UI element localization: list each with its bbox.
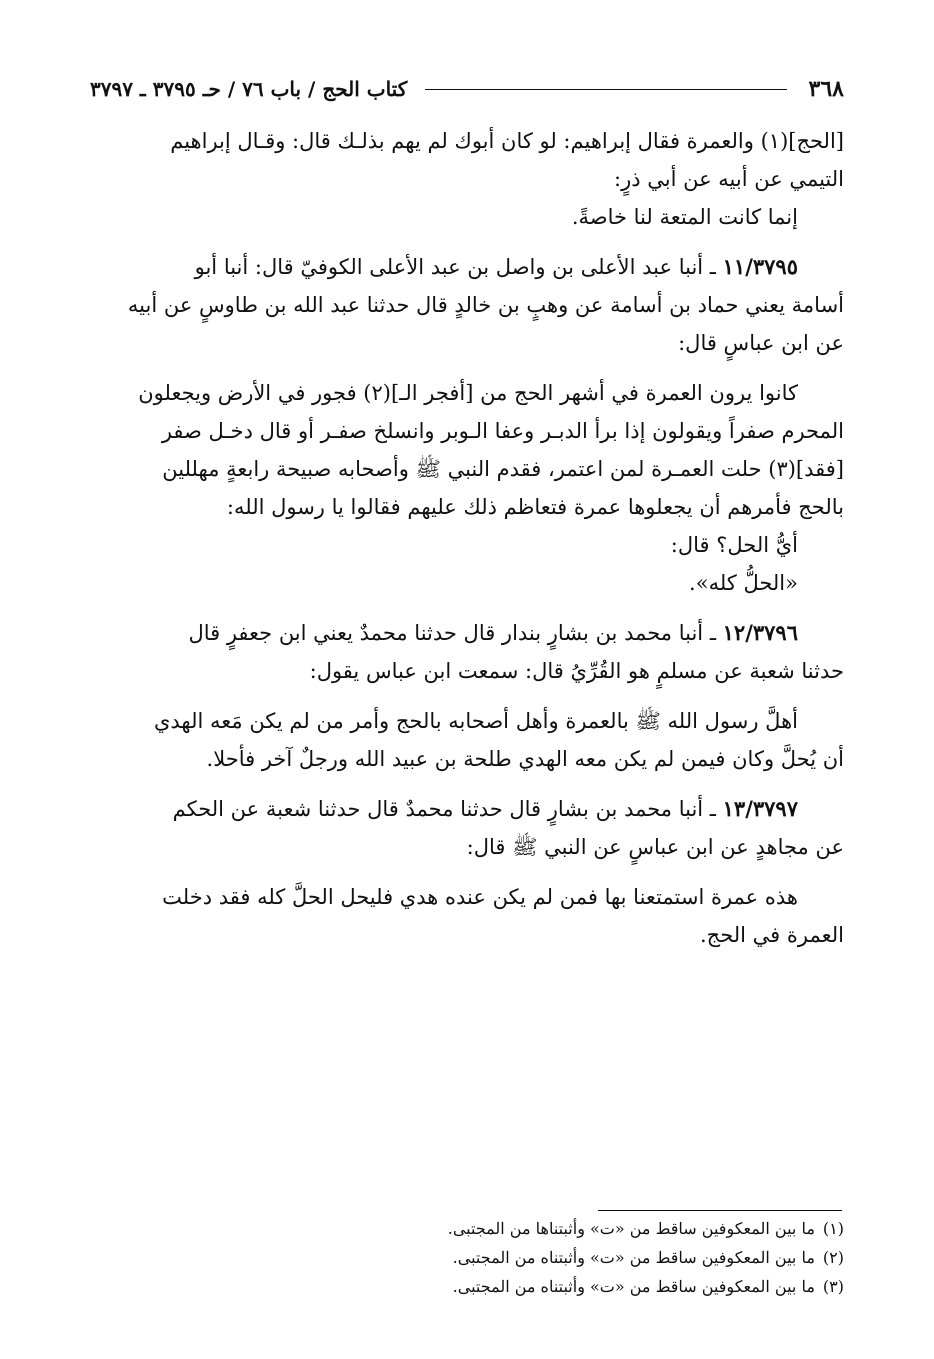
line-text: كانوا يرون العمرة في أشهر الحج من [أفجر الـ](٢) فجور في الأرض ويجعلون: [138, 381, 798, 405]
line-text: أسامة يعني حماد بن أسامة عن وهبٍ بن خالدٍ قال حدثنا عبد الله بن طاوسٍ عن أبيه: [127, 293, 844, 317]
running-header: [90, 72, 844, 106]
text-line: [90, 198, 844, 236]
text-line: [90, 488, 844, 526]
line-text: التيمي عن أبيه عن أبي ذرٍ:: [614, 167, 844, 191]
text-line: [90, 564, 844, 602]
footnote-text: ما بين المعكوفين ساقط من «ت» وأثبتناه من المجتبى.: [452, 1248, 815, 1267]
line-text: ـ أنبا محمد بن بشارٍ قال حدثنا محمدٌ قال حدثنا شعبة عن الحكم: [172, 797, 723, 821]
line-text: «الحلُّ كله».: [689, 571, 798, 595]
footnote-number: (٢): [822, 1248, 844, 1267]
line-text: حدثنا شعبة عن مسلمٍ هو القُرِّيُ قال: سمعت ابن عباس يقول:: [309, 659, 844, 683]
text-line: [90, 324, 844, 362]
hadith-number: ١٣/٣٧٩٧: [722, 796, 798, 821]
text-line: [90, 412, 844, 450]
main-text: [90, 122, 844, 954]
line-text: هذه عمرة استمتعنا بها فمن لم يكن عنده هدي فليحل الحلَّ كله فقد دخلت: [162, 885, 798, 909]
line-text: [فقد](٣) حلت العمـرة لمن اعتمر، فقدم النبي ﷺ وأصحابه صبيحة رابعةٍ مهللين: [162, 457, 844, 481]
text-line: [90, 374, 844, 412]
paragraph-gap: [90, 690, 844, 702]
line-text: عن ابن عباسٍ قال:: [678, 331, 844, 355]
footnote-text: ما بين المعكوفين ساقط من «ت» وأثبتناها من المجتبى.: [447, 1219, 815, 1238]
text-line: [90, 652, 844, 690]
line-text: أيُّ الحل؟ قال:: [670, 533, 798, 557]
text-line: [90, 828, 844, 866]
footnote: [90, 1214, 844, 1243]
hadith-number: ١٢/٣٧٩٦: [722, 620, 798, 645]
text-line: [90, 248, 844, 286]
line-text: إنما كانت المتعة لنا خاصةً.: [571, 205, 798, 229]
footnote-separator: [598, 1210, 842, 1211]
paragraph-gap: [90, 362, 844, 374]
header-title: كتاب الحج / باب ٧٦ / حـ ٣٧٩٥ ـ ٣٧٩٧: [90, 77, 408, 101]
text-line: [90, 878, 844, 916]
paragraph-gap: [90, 602, 844, 614]
line-text: ـ أنبا محمد بن بشارٍ بندار قال حدثنا محمدٌ يعني ابن جعفرٍ قال: [188, 621, 723, 645]
line-text: العمرة في الحج.: [699, 923, 844, 947]
footnotes: [90, 1214, 844, 1301]
line-text: أن يُحلَّ وكان فيمن لم يكن معه الهدي طلحة بن عبيد الله ورجلٌ آخر فأحلا.: [206, 747, 844, 771]
footnote: [90, 1272, 844, 1301]
line-text: ـ أنبا عبد الأعلى بن واصل بن عبد الأعلى الكوفيّ قال: أنبا أبو: [194, 255, 723, 279]
footnote-number: (٣): [822, 1277, 844, 1296]
text-line: [90, 526, 844, 564]
line-text: [الحج](١) والعمرة فقال إبراهيم: لو كان أبوك لم يهم بذلـك قال: وقـال إبراهيم: [170, 129, 844, 153]
text-line: [90, 702, 844, 740]
paragraph-gap: [90, 778, 844, 790]
text-line: [90, 740, 844, 778]
text-line: [90, 122, 844, 160]
text-line: [90, 790, 844, 828]
text-line: [90, 286, 844, 324]
line-text: بالحج فأمرهم أن يجعلوها عمرة فتعاظم ذلك عليهم فقالوا يا رسول الله:: [226, 495, 844, 519]
paragraph-gap: [90, 866, 844, 878]
line-text: أهلَّ رسول الله ﷺ بالعمرة وأهل أصحابه بالحج وأمر من لم يكن مَعه الهدي: [153, 709, 798, 733]
hadith-number: ١١/٣٧٩٥: [722, 254, 798, 279]
page-number: ٣٦٨: [808, 76, 844, 102]
line-text: المحرم صفراً ويقولون إذا برأ الدبـر وعفا الـوبر وانسلخ صفـر أو قال دخـل صفر: [161, 419, 844, 443]
paragraph-gap: [90, 236, 844, 248]
text-line: [90, 614, 844, 652]
footnote: [90, 1243, 844, 1272]
footnote-number: (١): [822, 1219, 844, 1238]
header-rule: [425, 89, 786, 90]
text-line: [90, 160, 844, 198]
footnote-text: ما بين المعكوفين ساقط من «ت» وأثبتناه من المجتبى.: [452, 1277, 815, 1296]
line-text: عن مجاهدٍ عن ابن عباسٍ عن النبي ﷺ قال:: [466, 835, 844, 859]
text-line: [90, 450, 844, 488]
text-line: [90, 916, 844, 954]
